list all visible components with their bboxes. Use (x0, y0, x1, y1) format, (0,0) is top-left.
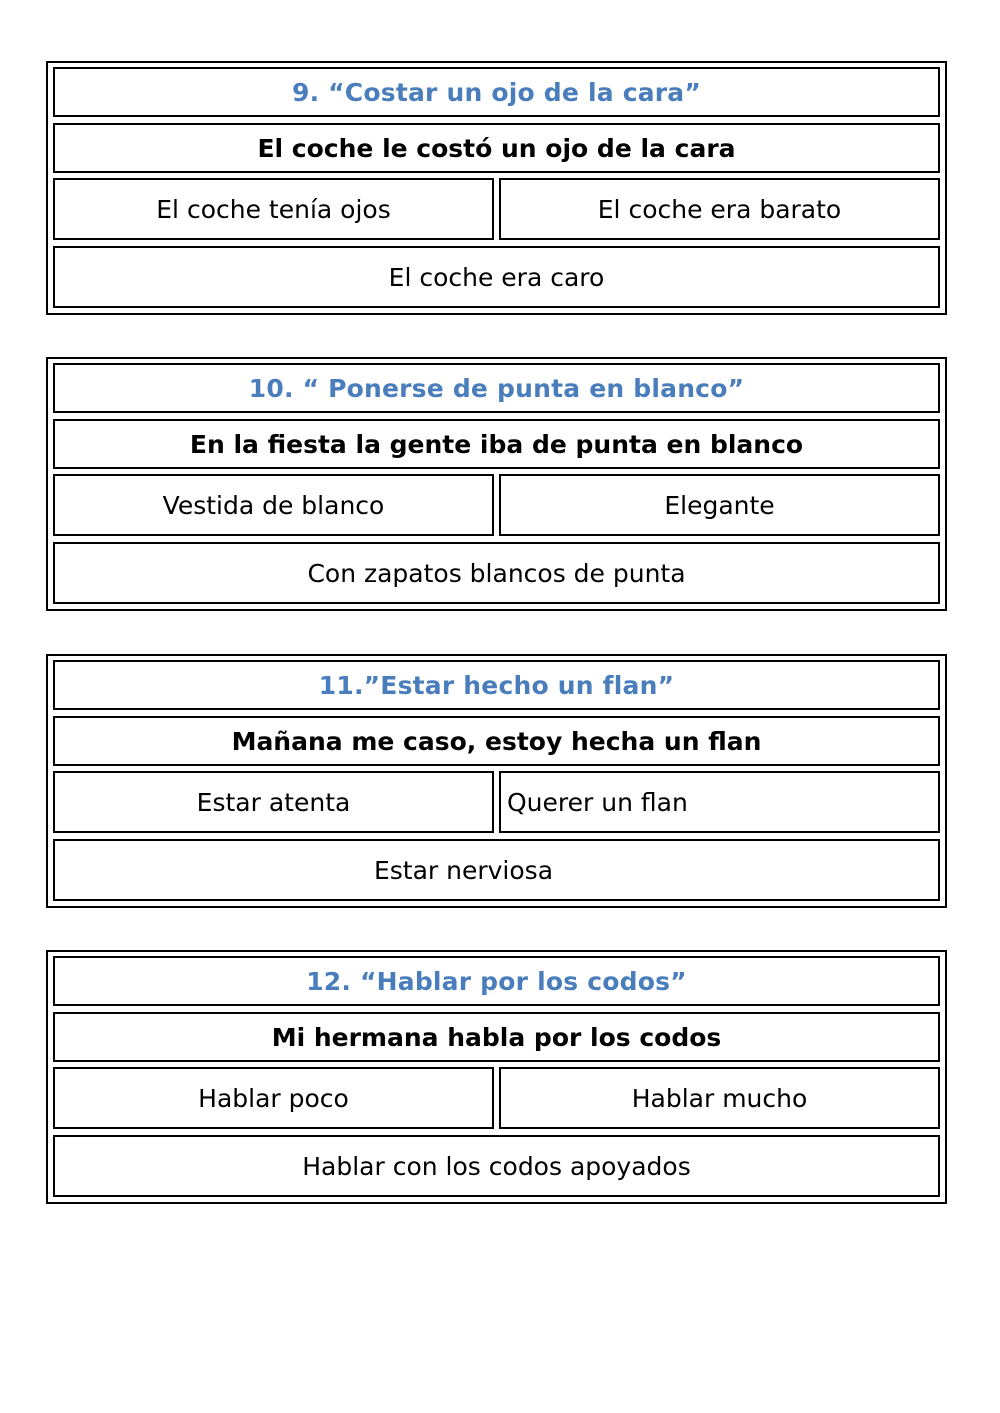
answer-option-a[interactable]: Vestida de blanco (53, 474, 494, 536)
exercise-title: 12. “Hablar por los codos” (53, 956, 940, 1006)
exercise-title: 9. “Costar un ojo de la cara” (53, 67, 940, 117)
answer-option-c[interactable]: Con zapatos blancos de punta (53, 542, 940, 604)
example-sentence: El coche le costó un ojo de la cara (53, 123, 940, 173)
answer-option-b[interactable]: Hablar mucho (499, 1067, 940, 1129)
example-sentence: Mi hermana habla por los codos (53, 1012, 940, 1062)
answer-option-a[interactable]: Estar atenta (53, 771, 494, 833)
answer-option-c[interactable]: Estar nerviosa (53, 839, 940, 901)
exercise-card-10 (46, 357, 947, 611)
answer-option-b[interactable]: Querer un flan (499, 771, 940, 833)
exercise-card-12 (46, 950, 947, 1204)
answer-option-c[interactable]: Hablar con los codos apoyados (53, 1135, 940, 1197)
answer-option-c[interactable]: El coche era caro (53, 246, 940, 308)
answer-option-a[interactable]: Hablar poco (53, 1067, 494, 1129)
answer-option-b[interactable]: Elegante (499, 474, 940, 536)
exercise-card-9 (46, 61, 947, 315)
answer-option-a[interactable]: El coche tenía ojos (53, 178, 494, 240)
example-sentence: Mañana me caso, estoy hecha un flan (53, 716, 940, 766)
exercise-title: 10. “ Ponerse de punta en blanco” (53, 363, 940, 413)
exercise-card-11 (46, 654, 947, 908)
answer-option-b[interactable]: El coche era barato (499, 178, 940, 240)
exercise-title: 11.”Estar hecho un flan” (53, 660, 940, 710)
example-sentence: En la fiesta la gente iba de punta en blanco (53, 419, 940, 469)
